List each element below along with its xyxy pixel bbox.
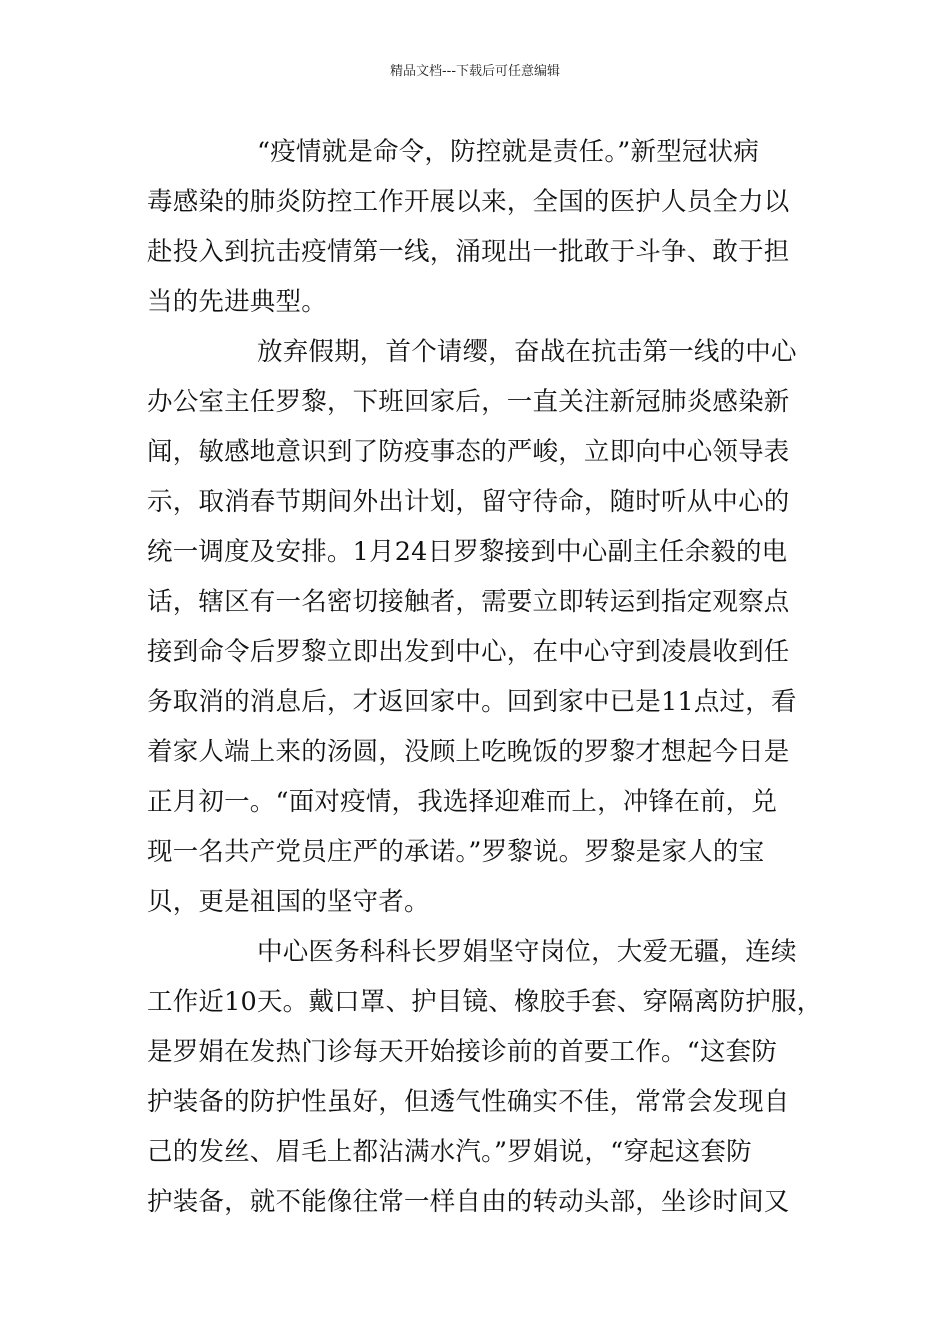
paragraph-line: “疫情就是命令，防控就是责任。”新型冠状病 xyxy=(257,137,760,167)
paragraph-line: 现一名共产党员庄严的承诺。”罗黎说。罗黎是家人的宝 xyxy=(147,837,765,867)
paragraph-line: 贝，更是祖国的坚守者。 xyxy=(147,887,430,917)
paragraph-line: 示，取消春节期间外出计划，留守待命，随时听从中心的 xyxy=(147,487,790,517)
paragraph-line: 办公室主任罗黎，下班回家后，一直关注新冠肺炎感染新 xyxy=(147,387,790,417)
paragraph-line: 当的先进典型。 xyxy=(147,287,327,317)
paragraph-line: 工作近10天。戴口罩、护目镜、橡胶手套、穿隔离防护服， xyxy=(147,987,823,1017)
paragraph-line: 护装备，就不能像往常一样自由的转动头部，坐诊时间又 xyxy=(147,1187,790,1217)
paragraph-line: 是罗娟在发热门诊每天开始接诊前的首要工作。“这套防 xyxy=(147,1037,778,1067)
paragraph-line: 中心医务科科长罗娟坚守岗位，大爱无疆，连续 xyxy=(257,937,797,967)
paragraph-3 xyxy=(147,927,823,1227)
paragraph-line: 毒感染的肺炎防控工作开展以来，全国的医护人员全力以 xyxy=(147,187,790,217)
paragraph-line: 接到命令后罗黎立即出发到中心，在中心守到凌晨收到任 xyxy=(147,637,790,667)
paragraph-line: 统一调度及安排。1月24日罗黎接到中心副主任余毅的电 xyxy=(147,537,788,567)
paragraph-line: 务取消的消息后，才返回家中。回到家中已是11点过，看 xyxy=(147,687,797,717)
paragraph-line: 正月初一。“面对疫情，我选择迎难而上，冲锋在前，兑 xyxy=(147,787,778,817)
paragraph-line: 着家人端上来的汤圆，没顾上吃晚饭的罗黎才想起今日是 xyxy=(147,737,790,767)
page-header: 精品文档---下载后可任意编辑 xyxy=(389,64,561,79)
paragraph-line: 己的发丝、眉毛上都沾满水汽。”罗娟说，“穿起这套防 xyxy=(147,1137,752,1167)
paragraph-line: 放弃假期，首个请缨，奋战在抗击第一线的中心 xyxy=(257,337,797,367)
paragraph-line: 闻，敏感地意识到了防疫事态的严峻，立即向中心领导表 xyxy=(147,437,790,467)
paragraph-2 xyxy=(147,327,809,927)
paragraph-line: 话，辖区有一名密切接触者，需要立即转运到指定观察点 xyxy=(147,587,790,617)
paragraph-1 xyxy=(147,127,809,327)
paragraph-line: 赴投入到抗击疫情第一线，涌现出一批敢于斗争、敢于担 xyxy=(147,237,790,267)
paragraph-line: 护装备的防护性虽好，但透气性确实不佳，常常会发现自 xyxy=(147,1087,790,1117)
document-body xyxy=(147,127,823,1227)
